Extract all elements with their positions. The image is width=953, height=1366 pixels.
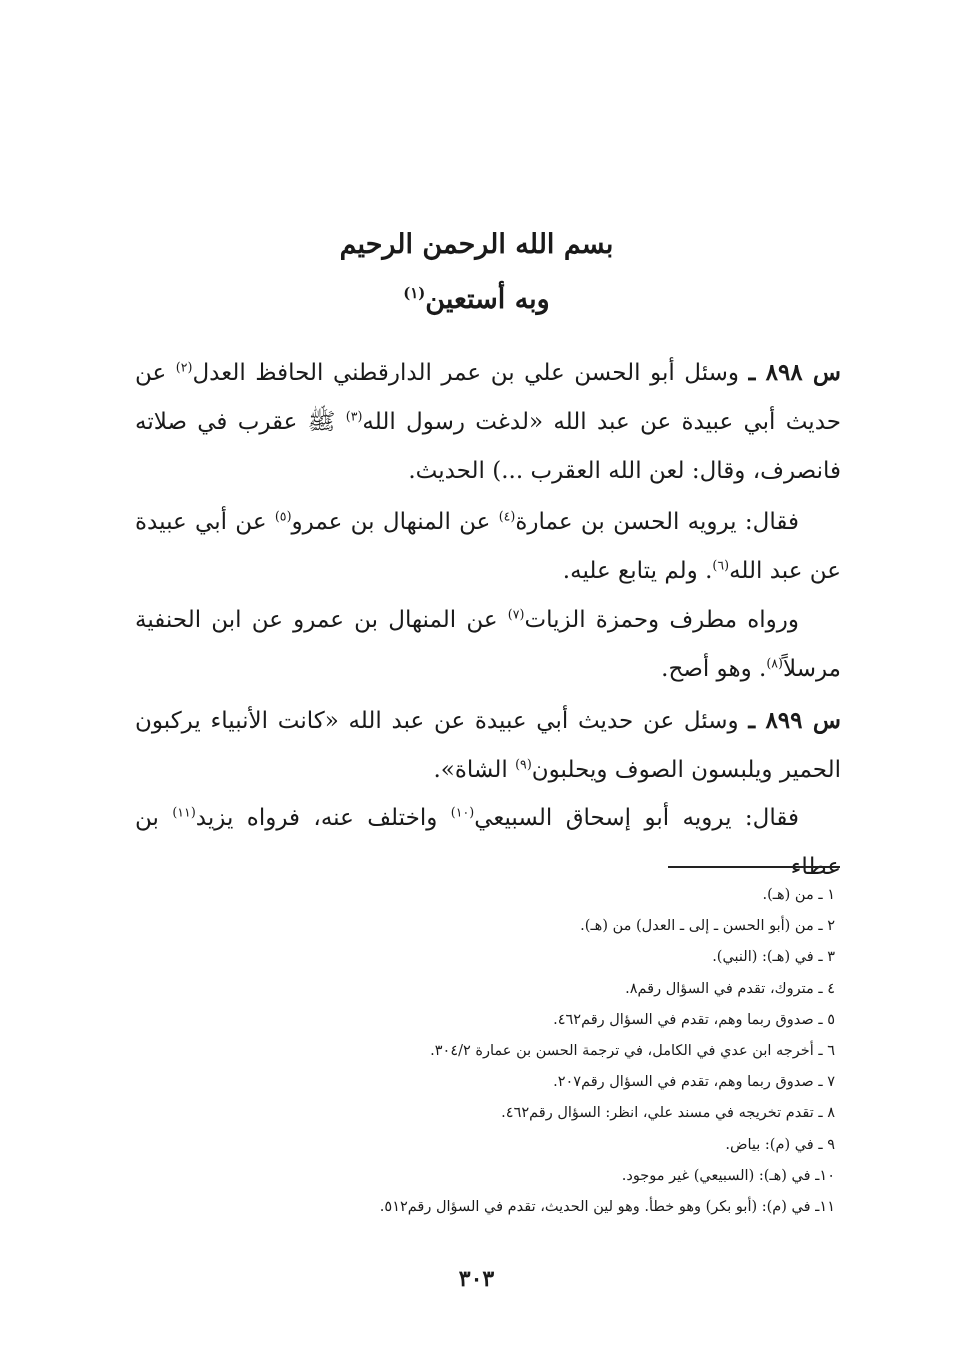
footnote-10: ١٠ـ في (هـ): (السبيعي) غير موجود. bbox=[621, 1167, 835, 1184]
question-899-text-2: الشاة». bbox=[433, 757, 516, 783]
answer-898-b-text-2: عن المنهال بن عمرو عن ابن الحنفية مرسلاً bbox=[135, 607, 841, 682]
question-898-text-1: وسئل أبو الحسن علي بن عمر الدارقطني الحافظ العدل bbox=[192, 360, 749, 386]
question-898-text-3: ﷺ عقرب في صلاته فانصرف، وقال: لعن الله العقرب ...) الحديث. bbox=[135, 409, 841, 484]
answer-898-second-paragraph bbox=[135, 596, 841, 694]
footnote-1: ١ ـ من (هـ). bbox=[762, 887, 835, 903]
footnote-ref-4: (٤) bbox=[498, 508, 516, 524]
footnote-7: ٧ ـ صدوق ربما وهم، تقدم في السؤال رقم٢٠٧. bbox=[553, 1074, 835, 1091]
footnote-4: ٤ ـ متروك، تقدم في السؤال رقم٨. bbox=[625, 980, 835, 997]
footnote-9: ٩ ـ في (م): بياض. bbox=[725, 1136, 835, 1153]
answer-899-text-2: واختلف عنه، فرواه يزيد bbox=[195, 805, 451, 831]
answer-899-text-3: بن عطاء bbox=[135, 805, 841, 880]
answer-898-text-4: . ولم يتابع عليه. bbox=[562, 558, 713, 584]
question-899-text-1: وسئل عن حديث أبي عبيدة عن عبد الله «كانت الأنبياء يركبون الحمير ويلبسون الصوف ويحلبون bbox=[135, 708, 841, 783]
footnote-2: ٢ ـ من (أبو الحسن ـ إلى ـ العدل) من (هـ). bbox=[580, 918, 835, 935]
footnote-ref-11: (١١) bbox=[172, 804, 196, 820]
footnote-ref-7: (٧) bbox=[507, 606, 525, 622]
footnote-11: ١١ـ في (م): (أبو بكر) وهو خطأ. وهو لين الحديث، تقدم في السؤال رقم٥١٢. bbox=[379, 1199, 835, 1216]
basmala-text: بسم الله الرحمن الرحيم bbox=[339, 229, 614, 260]
question-899-paragraph bbox=[135, 696, 841, 795]
footnote-ref-9: (٩) bbox=[515, 756, 532, 772]
footnote-divider bbox=[668, 866, 840, 868]
footnote-ref-3: (٣) bbox=[345, 408, 363, 424]
answer-898 bbox=[135, 498, 841, 596]
footnote-ref-2: (٢) bbox=[175, 359, 193, 375]
question-899-number: س ٨٩٩ ـ bbox=[748, 707, 841, 734]
answer-899 bbox=[135, 794, 841, 892]
footnote-ref-1: (١) bbox=[403, 284, 426, 302]
answer-899-paragraph bbox=[135, 794, 841, 892]
answer-898-text-3: عن أبي عبيدة عن عبد الله bbox=[135, 509, 841, 584]
question-899 bbox=[135, 696, 841, 795]
answer-898-paragraph bbox=[135, 498, 841, 596]
question-898-number: س ٨٩٨ ـ bbox=[748, 359, 841, 386]
footnote-ref-8: (٨) bbox=[766, 655, 783, 671]
answer-898-b-text-1: ورواه مطرف وحمزة الزيات bbox=[524, 607, 799, 633]
answer-898-text-2: عن المنهال بن عمرو bbox=[291, 509, 499, 535]
footnote-3: ٣ ـ في (هـ): (النبي). bbox=[712, 949, 835, 966]
footnote-6: ٦ ـ أخرجه ابن عدي في الكامل، في ترجمة الحسن بن عمارة ٣٠٤/٢. bbox=[430, 1043, 835, 1060]
footnote-8: ٨ ـ تقدم تخريجه في مسند علي، انظر: السؤال رقم٤٦٢. bbox=[501, 1105, 835, 1122]
answer-898-b-text-3: . وهو أصح. bbox=[661, 656, 767, 682]
footnote-ref-6: (٦) bbox=[712, 557, 730, 573]
answer-899-text-1: فقال: يرويه أبو إسحاق السبيعي bbox=[474, 805, 799, 831]
isti-ana-heading bbox=[0, 280, 953, 320]
basmala-heading bbox=[0, 225, 953, 265]
footnote-ref-5: (٥) bbox=[274, 508, 292, 524]
footnote-ref-10: (١٠) bbox=[450, 804, 475, 820]
footnote-5: ٥ ـ صدوق ربما وهم، تقدم في السؤال رقم٤٦٢. bbox=[553, 1011, 835, 1028]
question-898 bbox=[135, 348, 841, 496]
question-898-paragraph bbox=[135, 348, 841, 496]
footnotes-list bbox=[135, 880, 841, 1223]
answer-898-text-1: فقال: يرويه الحسن بن عمارة bbox=[515, 509, 799, 535]
isti-ana-text: وبه أستعين bbox=[425, 284, 550, 315]
page-number: ٣٠٣ bbox=[458, 1266, 495, 1292]
answer-898-second bbox=[135, 596, 841, 694]
question-898-text-2: عن حديث أبي عبيدة عن عبد الله «لدغت رسول الله bbox=[135, 360, 841, 435]
